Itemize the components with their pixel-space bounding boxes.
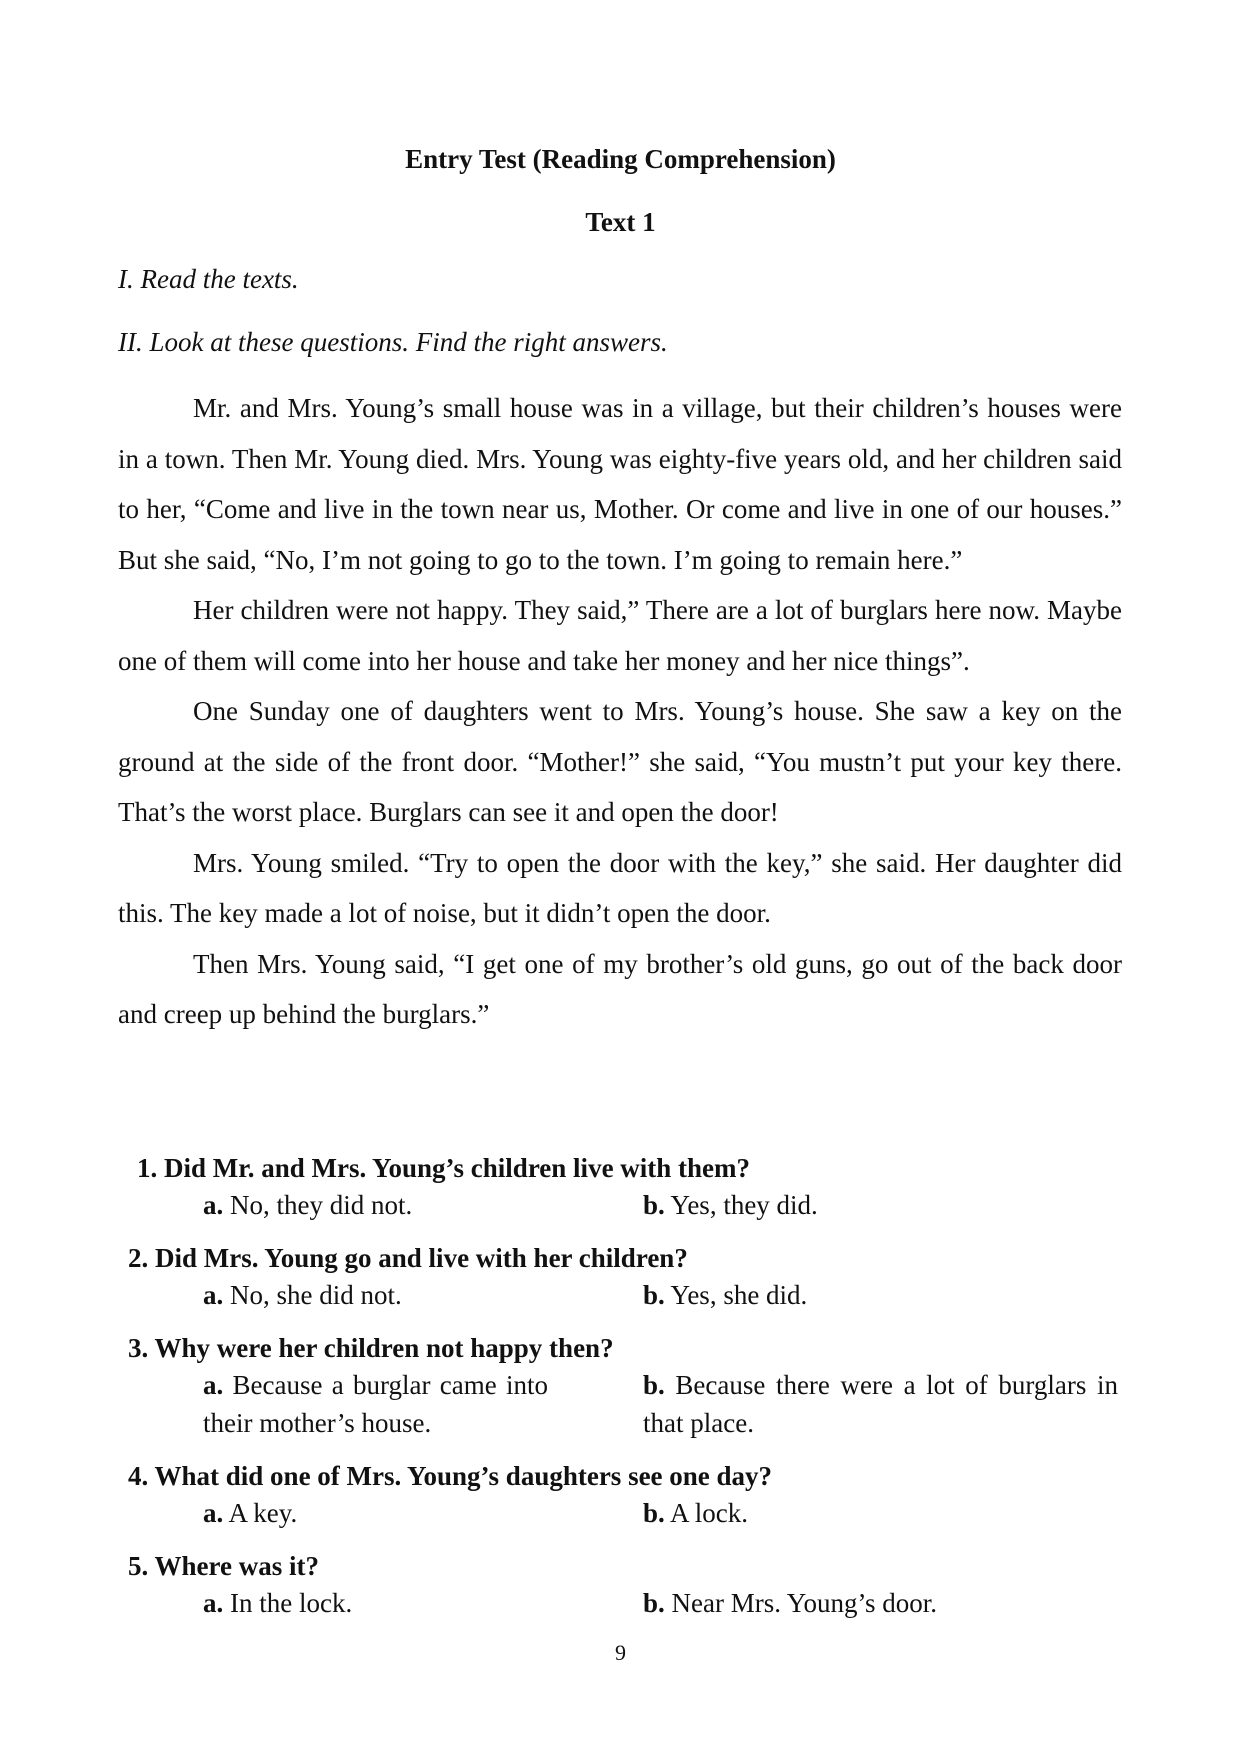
question-2-option-b — [643, 1276, 1118, 1314]
question-5-option-b — [643, 1584, 1118, 1622]
option-text: No, she did not. — [230, 1280, 402, 1310]
question-1-option-b — [643, 1186, 1118, 1224]
question-5: 5. Where was it? — [128, 1551, 319, 1581]
option-label: a. — [203, 1498, 224, 1528]
passage-paragraph-3: One Sunday one of daughters went to Mrs. Young’s house. She saw a key on the ground at the side of the front door. “Mother!” she said, “You mustn’t put your key there. That’s the worst place. Burglars can see it and open the door! — [118, 696, 1122, 827]
option-label: b. — [643, 1498, 665, 1528]
question-4-option-a — [203, 1494, 548, 1532]
question-1-option-a — [203, 1186, 548, 1224]
option-text: Yes, they did. — [670, 1190, 818, 1220]
question-1: 1. Did Mr. and Mrs. Young’s children live with them? — [137, 1153, 751, 1183]
instruction-2: II. Look at these questions. Find the right answers. — [118, 327, 668, 357]
question-3: 3. Why were her children not happy then? — [128, 1333, 614, 1363]
passage-paragraph-4: Mrs. Young smiled. “Try to open the door with the key,” she said. Her daughter did this. The key made a lot of noise, but it didn’t open the door. — [118, 847, 1122, 928]
option-label: a. — [203, 1280, 224, 1310]
question-4-option-b — [643, 1494, 1118, 1532]
question-5-option-a — [203, 1584, 548, 1622]
question-2-option-a — [203, 1276, 548, 1314]
question-3-option-a — [203, 1366, 548, 1442]
option-text: No, they did not. — [230, 1190, 413, 1220]
option-text: A key. — [228, 1498, 298, 1528]
page-number: 9 — [615, 1640, 626, 1665]
passage-paragraph-2: Her children were not happy. They said,” There are a lot of burglars here now. Maybe one of them will come into her house and take her money and her nice things”. — [118, 595, 1122, 676]
question-2: 2. Did Mrs. Young go and live with her children? — [128, 1243, 688, 1273]
option-label: a. — [203, 1370, 224, 1400]
option-label: b. — [643, 1588, 665, 1618]
passage-paragraph-5: Then Mrs. Young said, “I get one of my brother’s old guns, go out of the back door and creep up behind the burglars.” — [118, 948, 1122, 1029]
option-label: b. — [643, 1190, 665, 1220]
option-text: In the lock. — [230, 1588, 353, 1618]
option-label: b. — [643, 1370, 665, 1400]
option-label: a. — [203, 1588, 224, 1618]
option-text: Because there were a lot of burglars in that place. — [643, 1370, 1118, 1438]
option-text: A lock. — [670, 1498, 749, 1528]
reading-passage — [118, 383, 1122, 1040]
page-title: Entry Test (Reading Comprehension) — [405, 144, 836, 174]
question-4: 4. What did one of Mrs. Young’s daughters see one day? — [128, 1461, 773, 1491]
passage-paragraph-1: Mr. and Mrs. Young’s small house was in a village, but their children’s houses were in a town. Then Mr. Young died. Mrs. Young was eighty-five years old, and her children said to her, “Come and live in the town near us, Mother. Or come and live in one of our houses.” But she said, “No, I’m not going to go to the town. I’m going to remain here.” — [118, 393, 1122, 575]
option-label: b. — [643, 1280, 665, 1310]
option-text: Because a burglar came into their mother’s house. — [203, 1370, 549, 1438]
option-text: Yes, she did. — [670, 1280, 808, 1310]
option-text: Near Mrs. Young’s door. — [671, 1588, 938, 1618]
option-label: a. — [203, 1190, 224, 1220]
instruction-1: I. Read the texts. — [118, 264, 299, 294]
text-subtitle: Text 1 — [585, 207, 656, 237]
question-3-option-b — [643, 1366, 1118, 1442]
